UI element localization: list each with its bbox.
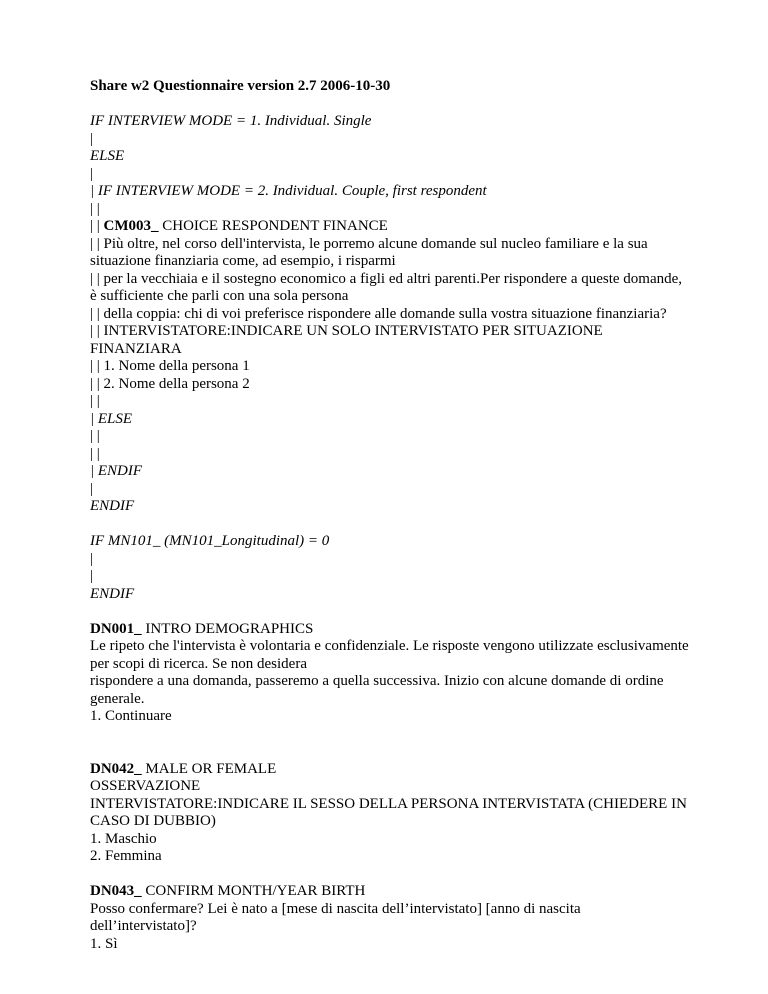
interviewer-instruction: INTERVISTATORE:INDICARE IL SESSO DELLA PERSONA INTERVISTATA (CHIEDERE IN CASO DI DUBBIO) — [90, 795, 691, 829]
question-label: CONFIRM MONTH/YEAR BIRTH — [141, 883, 366, 899]
condition-line: | ELSE — [90, 410, 133, 427]
spacer — [90, 866, 690, 884]
condition-line: | IF INTERVIEW MODE = 2. Individual. Couple, first respondent — [90, 183, 487, 199]
question-code: DN042_ — [90, 760, 142, 777]
branch-line: | | — [90, 428, 100, 444]
question-text: | | per la vecchiaia e il sostegno economico a figli ed altri parenti.Per rispondere a queste domande, è sufficiente che parli con una sola persona — [90, 270, 686, 304]
question-code: CM003_ — [103, 218, 159, 234]
question-label: CHOICE RESPONDENT FINANCE — [158, 218, 388, 234]
condition-line: IF MN101_ (MN101_Longitudinal) = 0 — [90, 533, 330, 549]
branch-line: | | — [90, 200, 100, 217]
branch-line: | — [90, 568, 94, 584]
answer-option: 1. Continuare — [90, 708, 172, 724]
branch-prefix: | | — [90, 218, 104, 234]
answer-option: 2. Femmina — [90, 848, 162, 864]
spacer — [90, 96, 690, 114]
branch-line: | | — [90, 445, 100, 462]
answer-option: 1. Maschio — [90, 830, 157, 847]
condition-line: ELSE — [90, 148, 125, 164]
question-code: DN043_ — [90, 883, 142, 899]
interviewer-instruction: | | INTERVISTATORE:INDICARE UN SOLO INTERVISTATO PER SITUAZIONE FINANZIARA — [90, 323, 607, 357]
branch-line: | — [90, 130, 94, 147]
condition-line: IF INTERVIEW MODE = 1. Individual. Single — [90, 113, 372, 129]
question-text: Posso confermare? Lei è nato a [mese di nascita dell’intervistato] [anno di nascita dell’intervistato]? — [90, 900, 585, 934]
answer-option: | | 2. Nome della persona 2 — [90, 375, 250, 392]
question-label: MALE OR FEMALE — [141, 760, 277, 777]
condition-line: ENDIF — [90, 585, 135, 602]
question-code: DN001_ — [90, 620, 142, 637]
question-text: Le ripeto che l'intervista è volontaria e confidenziale. Le risposte vengono utilizzate esclusivamente per scopi di ricerca. Se non desidera — [90, 638, 693, 672]
question-text: OSSERVAZIONE — [90, 778, 201, 794]
spacer — [90, 726, 690, 761]
question-heading-dn001 — [90, 621, 690, 639]
question-text: | | della coppia: chi di voi preferisce rispondere alle domande sulla vostra situazione finanziaria? — [90, 305, 667, 322]
question-heading-dn043 — [90, 883, 690, 901]
document-title: Share w2 Questionnaire version 2.7 2006-10-30 — [90, 78, 391, 94]
answer-option: | | 1. Nome della persona 1 — [90, 358, 250, 374]
spacer — [90, 603, 690, 621]
branch-line: | | — [90, 393, 100, 409]
questionnaire-page — [90, 78, 693, 953]
spacer — [90, 516, 690, 534]
question-heading-cm003 — [90, 218, 690, 236]
condition-line: ENDIF — [90, 498, 135, 514]
branch-line: | — [90, 165, 94, 182]
question-label: INTRO DEMOGRAPHICS — [141, 620, 314, 637]
answer-option: 1. Sì — [90, 935, 118, 952]
condition-line: | ENDIF — [90, 463, 143, 479]
branch-line: | — [90, 480, 94, 497]
question-heading-dn042 — [90, 761, 690, 779]
question-text: rispondere a una domanda, passeremo a quella successiva. Inizio con alcune domande di ordine generale. — [90, 673, 668, 707]
question-text: | | Più oltre, nel corso dell'intervista, le porremo alcune domande sul nucleo familiare e la sua situazione finanziaria come, ad esempio, i risparmi — [90, 235, 652, 269]
branch-line: | — [90, 550, 94, 567]
